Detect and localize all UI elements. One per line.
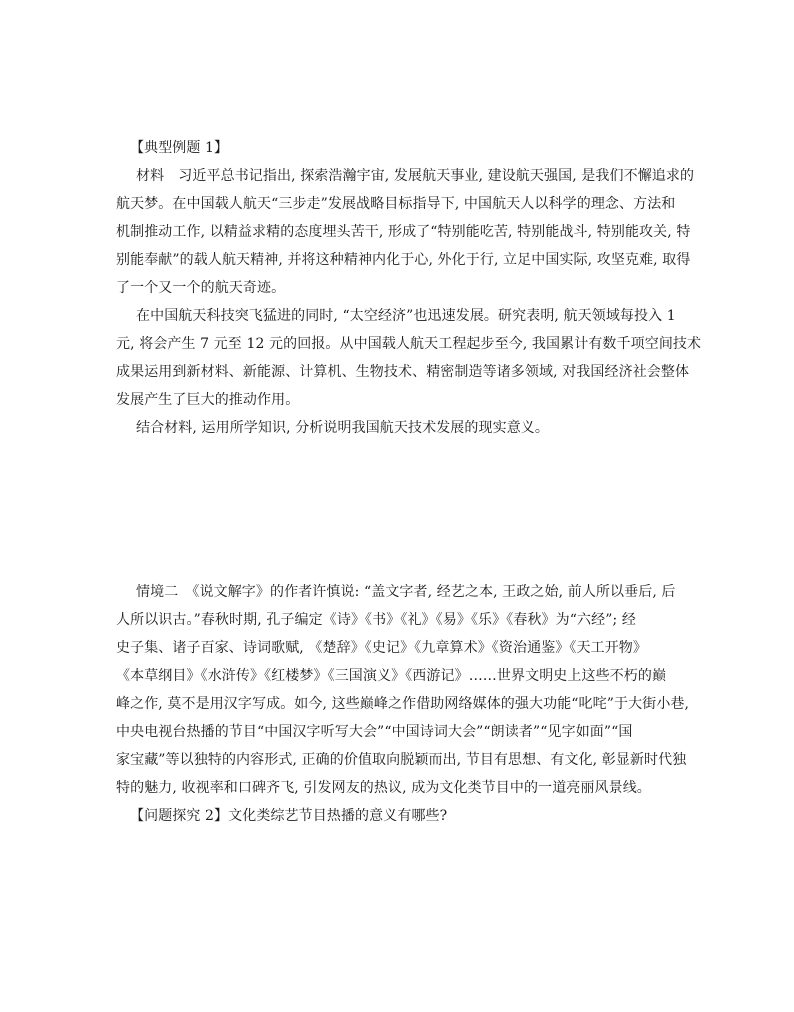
scenario-line: 峰之作, 莫不是用汉字写成。如今, 这些巅峰之作借助网络媒体的强大功能“叱咤”于大街小巷, <box>116 696 690 712</box>
scenario-line: 家宝藏”等以独特的内容形式, 正确的价值取向脱颖而出, 节目有思想、有文化, 彰显新时代独 <box>116 752 687 768</box>
material-line: 航天梦。在中国载人航天“三步走”发展战略目标指导下, 中国航天人以科学的理念、方法和 <box>116 196 676 212</box>
scenario-line: 特的魅力, 收视率和口碑齐飞, 引发网友的热议, 成为文化类节目中的一道亮丽风景线。 <box>116 780 651 796</box>
material-line: 了一个又一个的航天奇迹。 <box>116 280 286 296</box>
scenario-line: 人所以识古。”春秋时期, 孔子编定《诗》《书》《礼》《易》《乐》《春秋》为“六经”; 经 <box>116 612 636 628</box>
scenario-line: 《本草纲目》《水浒传》《红楼梦》《三国演义》《西游记》……世界文明史上这些不朽的巅 <box>116 668 667 684</box>
material-line: 别能奉献”的载人航天精神, 并将这种精神内化于心, 外化于行, 立足中国实际, 攻坚克难, 取得 <box>116 252 691 268</box>
inquiry-question: 【问题探究 2】文化类综艺节目热播的意义有哪些? <box>130 808 448 824</box>
material-line: 在中国航天科技突飞猛进的同时, “太空经济”也迅速发展。研究表明, 航天领域每投入 1 <box>136 308 676 324</box>
material-line: 材料 习近平总书记指出, 探索浩瀚宇宙, 发展航天事业, 建设航天强国, 是我们不懈追求的 <box>136 168 695 184</box>
scenario-line: 史子集、诸子百家、诗词歌赋, 《楚辞》《史记》《九章算术》《资治通鉴》《天工开物》 <box>116 640 647 656</box>
material-line: 成果运用到新材料、新能源、计算机、生物技术、精密制造等诸多领域, 对我国经济社会整体 <box>116 364 690 380</box>
scenario-line: 中央电视台热播的节目“中国汉字听写大会”“中国诗词大会”“朗读者”“见字如面”“国 <box>116 724 633 740</box>
scenario-line: 情境二 《说文解字》的作者许慎说: “盖文字者, 经艺之本, 王政之始, 前人所以垂后, 后 <box>136 584 676 600</box>
material-line: 发展产生了巨大的推动作用。 <box>116 392 300 408</box>
material-line: 元, 将会产生 7 元至 12 元的回报。从中国载人航天工程起步至今, 我国累计有数千项空间技术 <box>116 336 702 352</box>
example-heading: 【典型例题 1】 <box>130 140 229 156</box>
example-question: 结合材料, 运用所学知识, 分析说明我国航天技术发展的现实意义。 <box>136 420 549 436</box>
material-line: 机制推动工作, 以精益求精的态度埋头苦干, 形成了“特别能吃苦, 特别能战斗, 特别能攻关, 特 <box>116 224 691 240</box>
